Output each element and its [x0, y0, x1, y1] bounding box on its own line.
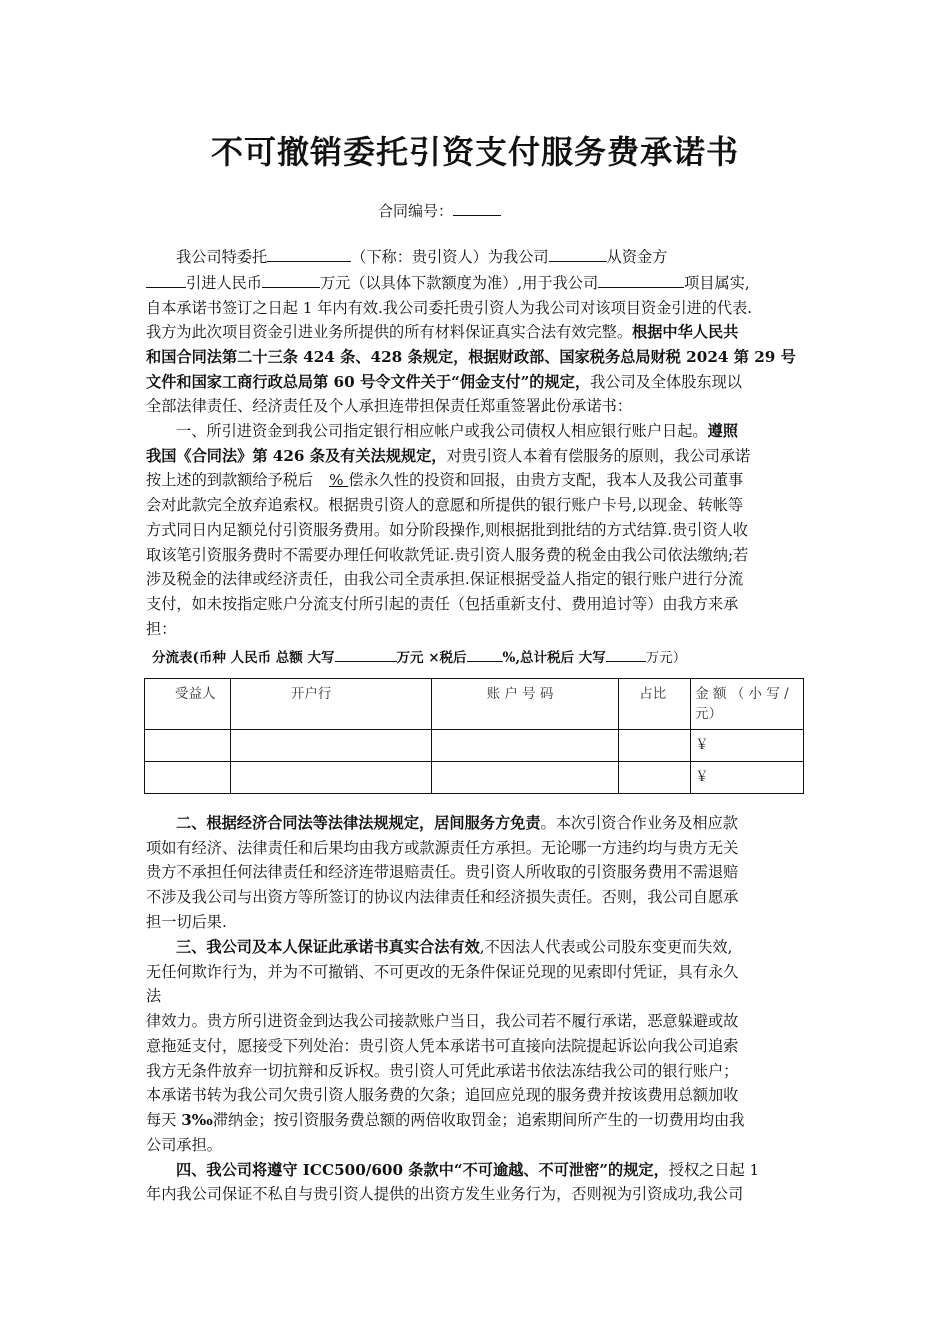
p4-text: 滞纳金；按引资服务费总额的两倍收取罚金；追索期间所产生的一切费用均由我 — [212, 1111, 745, 1129]
p3-line-1 — [176, 813, 738, 833]
p1-bold-text: 文件和国家工商行政总局第 60 号令文件关于“佣金支付”的规定， — [146, 373, 591, 391]
p1-text: 万元（以具体下款额度为准）,用于我公司 — [319, 274, 599, 292]
p5-line-2: 年内我公司保证不私自与贵引资人提供的出资方发生业务行为，否则视为引资成功,我公司 — [146, 1185, 744, 1203]
p2-text: 偿永久性的投资和回报，由贵方支配，我本人及我公司董事 — [348, 471, 744, 489]
contract-number — [378, 200, 501, 221]
p4-text: ,不因法人代表或公司股东变更而失效, — [479, 938, 733, 956]
fill-blank — [262, 273, 320, 288]
header-amount: 金 额 （ 小 写 / 元） — [691, 679, 804, 730]
p2-line-5: 方式同日内足额兑付引资服务费用。如分阶段操作,则根据批到批结的方式结算.贵引资人收 — [146, 521, 748, 539]
p5-line-1 — [176, 1160, 759, 1180]
p1-text: 引进人民币 — [186, 274, 262, 292]
table-cell[interactable] — [619, 762, 691, 794]
header-account-number: 账 户 号 码 — [431, 679, 619, 730]
p2-line-8: 支付，如未按指定账户分流支付所引起的责任（包括重新支付、费用追讨等）由我方来承 — [146, 595, 739, 613]
p2-line-7: 涉及税金的法律或经济责任，由我公司全责承担.保证根据受益人指定的银行账户进行分流 — [146, 570, 744, 588]
p1-text: 我公司及全体股东现以 — [590, 373, 742, 391]
split-table — [144, 678, 804, 794]
p1-line-3: 自本承诺书签订之日起 1 年内有效.我公司委托贵引资人为我公司对该项目资金引进的代表. — [146, 299, 753, 317]
p4-bold-text: 三、我公司及本人保证此承诺书真实合法有效 — [176, 938, 480, 956]
p2-line-1 — [176, 421, 738, 441]
table-row — [145, 762, 804, 794]
p1-text: 我公司特委托 — [176, 248, 268, 266]
caption-text: 万元） — [645, 650, 687, 666]
p3-line-5: 担一切后果. — [146, 913, 227, 931]
contract-number-blank — [453, 201, 501, 216]
header-ratio: 占比 — [619, 679, 691, 730]
p1-line-4 — [146, 322, 738, 342]
fill-blank — [606, 647, 646, 662]
p1-text: （下称：贵引资人）为我公司 — [351, 248, 549, 266]
split-table-caption — [152, 646, 686, 666]
p3-line-3: 贵方不承担任何法律责任和经济连带退赔责任。贵引资人所收取的引资服务费用不需退赔 — [146, 863, 739, 881]
contract-number-label: 合同编号： — [378, 202, 454, 220]
p4-line-5: 意拖延支付，愿接受下列处治：贵引资人凭本承诺书可直接向法院提起诉讼向我公司追索 — [146, 1037, 739, 1055]
p1-line-6 — [146, 372, 742, 392]
p5-text: 授权之日起 1 — [668, 1161, 760, 1179]
p2-line-3 — [146, 470, 743, 490]
p2-bold-text: 遵照 — [707, 422, 738, 440]
table-cell[interactable]: ￥ — [691, 762, 804, 794]
p4-line-7: 本承诺书转为我公司欠贵引资人服务费的欠条；追回应兑现的服务费并按该费用总额加收 — [146, 1086, 739, 1104]
caption-text: %,总计税后 大写 — [502, 650, 606, 666]
p2-line-6: 取该笔引资服务费时不需要办理任何收款凭证.贵引资人服务费的税金由我公司依法缴纳;若 — [146, 546, 749, 564]
p2-text: 一、所引进资金到我公司指定银行相应帐户或我公司债权人相应银行账户日起。 — [176, 422, 708, 440]
p1-text: 项目属实, — [684, 274, 750, 292]
table-row — [145, 730, 804, 762]
p1-line-7: 全部法律责任、经济责任及个人承担连带担保责任郑重签署此份承诺书： — [146, 397, 632, 415]
table-cell[interactable] — [145, 762, 231, 794]
table-cell[interactable] — [230, 730, 431, 762]
table-cell[interactable] — [431, 762, 619, 794]
caption-text: 分流表(币种 人民币 总额 大写 — [152, 650, 335, 666]
p2-bold-text: 我国《合同法》第 426 条及有关法规规定， — [146, 447, 447, 465]
caption-text: 万元 ×税后 — [396, 650, 467, 666]
fill-blank — [335, 647, 397, 662]
fill-blank — [467, 647, 503, 662]
fill-blank — [549, 247, 607, 262]
p4-text: 每天 — [146, 1111, 182, 1129]
fill-blank — [267, 247, 351, 262]
header-beneficiary: 受益人 — [145, 679, 231, 730]
p4-line-1 — [176, 937, 732, 957]
p5-bold-text: 四、我公司将遵守 ICC500/600 条款中“不可逾越、不可泄密”的规定， — [176, 1161, 669, 1179]
p2-line-2 — [146, 446, 750, 466]
p4-line-8 — [146, 1110, 744, 1130]
p4-line-9: 公司承担。 — [146, 1136, 222, 1154]
table-cell[interactable] — [431, 730, 619, 762]
p3-bold-text: 二、根据经济合同法等法律法规规定，居间服务方免责 — [176, 814, 541, 832]
p4-bold-text: 3‰ — [181, 1111, 213, 1129]
p1-line-5: 和国合同法第二十三条 424 条、428 条规定，根据财政部、国家税务总局财税 2024 第 29 号 — [146, 348, 796, 366]
table-cell[interactable] — [619, 730, 691, 762]
page-title: 不可撤销委托引资支付服务费承诺书 — [210, 133, 739, 171]
p1-bold-text: 根据中华人民共 — [632, 323, 739, 341]
p2-text: 按上述的到款额给予税后 — [146, 471, 314, 489]
table-cell[interactable] — [145, 730, 231, 762]
p1-line-2 — [146, 273, 750, 293]
p3-line-4: 不涉及我公司与出资方等所签订的协议内法律责任和经济损失责任。否则，我公司自愿承 — [146, 888, 739, 906]
percent-blank: % — [329, 471, 349, 489]
header-bank: 开户行 — [230, 679, 431, 730]
p3-line-2: 项如有经济、法律责任和后果均由我方或款源责任方承担。无论哪一方违约均与贵方无关 — [146, 839, 739, 857]
p4-line-2: 无任何欺诈行为，并为不可撤销、不可更改的无条件保证兑现的见索即付凭证，具有永久 — [146, 963, 739, 981]
p1-line-1 — [176, 247, 667, 267]
p3-text: 。本次引资合作业务及相应款 — [540, 814, 738, 832]
table-cell[interactable] — [230, 762, 431, 794]
p2-text: 对贵引资人本着有偿服务的原则，我公司承诺 — [446, 447, 751, 465]
p2-line-4: 会对此款完全放弃追索权。根据贵引资人的意愿和所提供的银行账户卡号,以现金、转帐等 — [146, 496, 744, 514]
p4-line-3: 法 — [146, 987, 162, 1005]
p4-line-4: 律效力。贵方所引进资金到达我公司接款账户当日，我公司若不履行承诺，恶意躲避或故 — [146, 1012, 739, 1030]
p4-line-6: 我方无条件放弃一切抗辩和反诉权。贵引资人可凭此承诺书依法冻结我公司的银行账户； — [146, 1062, 739, 1080]
table-header-row — [145, 679, 804, 730]
fill-blank — [598, 273, 684, 288]
fill-blank — [146, 273, 186, 288]
p1-text: 从资金方 — [606, 248, 668, 266]
table-cell[interactable]: ￥ — [691, 730, 804, 762]
p1-text: 我方为此次项目资金引进业务所提供的所有材料保证真实合法有效完整。 — [146, 323, 632, 341]
p2-line-9: 担： — [146, 620, 177, 638]
